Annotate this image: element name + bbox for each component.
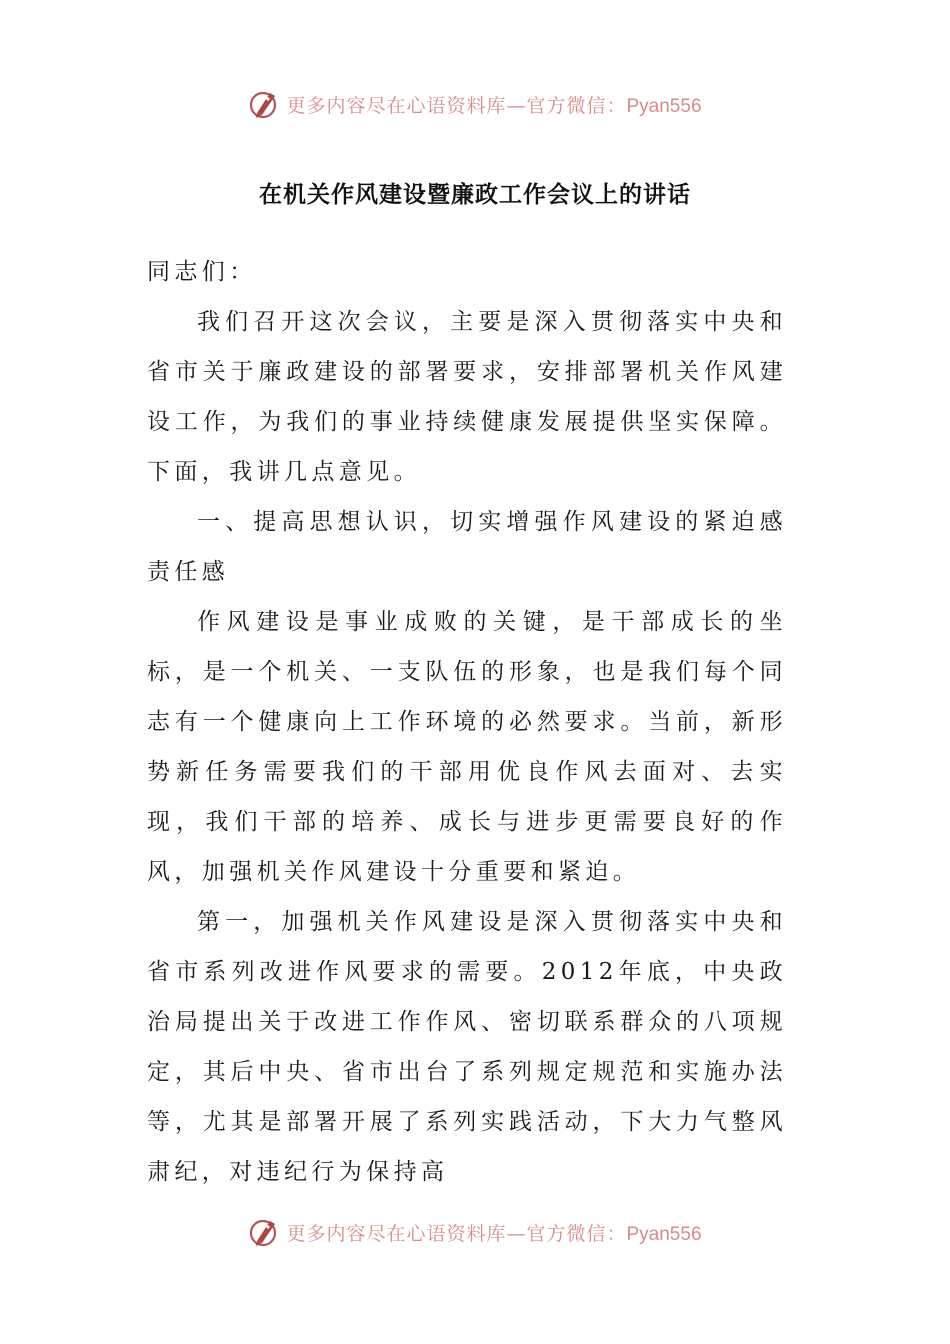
document-body — [147, 247, 787, 1197]
header-watermark — [0, 84, 950, 124]
footer-watermark — [0, 1212, 950, 1252]
paragraph: 作风建设是事业成败的关键，是干部成长的坐标，是一个机关、一支队伍的形象，也是我们每个同志有一个健康向上工作环境的必然要求。当前，新形势新任务需要我们的干部用优良作风去面对、去实现，我们干部的培养、成长与进步更需要良好的作风，加强机关作风建设十分重要和紧迫。 — [147, 609, 787, 885]
watermark-text: 更多内容尽在心语资料库—官方微信：Pyan556 — [286, 94, 702, 117]
pen-nib-circle-icon — [248, 1215, 282, 1249]
salutation: 同志们： — [147, 259, 257, 285]
watermark-text: 更多内容尽在心语资料库—官方微信：Pyan556 — [286, 1222, 702, 1245]
section-heading: 一、提高思想认识，切实增强作风建设的紧迫感责任感 — [147, 509, 787, 585]
document-title: 在机关作风建设暨廉政工作会议上的讲话 — [259, 182, 691, 208]
wechat-id: Pyan556 — [626, 95, 702, 117]
paragraph: 我们召开这次会议，主要是深入贯彻落实中央和省市关于廉政建设的部署要求，安排部署机关作风建设工作，为我们的事业持续健康发展提供坚实保障。下面，我讲几点意见。 — [147, 309, 787, 485]
wechat-id: Pyan556 — [626, 1223, 702, 1245]
pen-nib-circle-icon — [248, 87, 282, 121]
paragraph: 第一，加强机关作风建设是深入贯彻落实中央和省市系列改进作风要求的需要。2012年底，中央政治局提出关于改进工作作风、密切联系群众的八项规定，其后中央、省市出台了系列规定规范和实施办法等，尤其是部署开展了系列实践活动，下大力气整风肃纪，对违纪行为保持高 — [147, 909, 787, 1185]
